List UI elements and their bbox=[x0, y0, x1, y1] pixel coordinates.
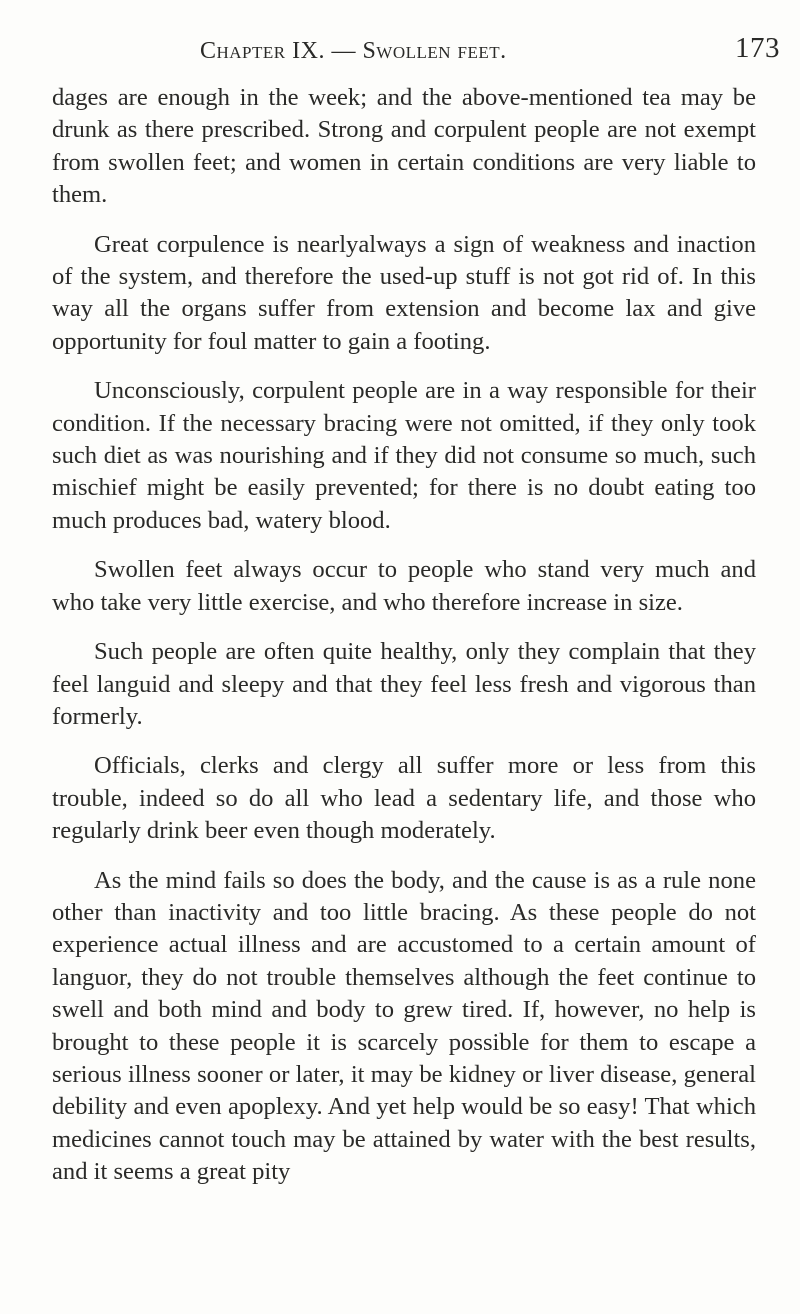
page-number: 173 bbox=[735, 32, 780, 64]
paragraph: Great corpulence is nearlyalways a sign of weakness and inaction of the system, and therefore the used-up stuff is not got rid of. In this way all the organs suffer from extension and become lax and give opportunity for foul matter to gain a footing. bbox=[52, 230, 756, 355]
paragraph: Unconsciously, corpulent people are in a way responsible for their condition. If the necessary bracing were not omitted, if they only took such diet as was nourishing and if they did not consume so much, such mischief might be easily prevented; for there is no doubt eating too much produces bad, watery blood. bbox=[52, 377, 756, 534]
running-header bbox=[200, 32, 780, 72]
chapter-title: Chapter IX. — Swollen feet. bbox=[200, 38, 507, 64]
paragraph: Such people are often quite healthy, only they complain that they feel languid and sleepy and that they feel less fresh and vigorous than formerly. bbox=[52, 638, 756, 730]
body-text bbox=[52, 82, 756, 1189]
paragraph: As the mind fails so does the body, and the cause is as a rule none other than inactivity and too little bracing. As these people do not experience actual illness and are accustomed to a certain amount of languor, they do not trouble themselves although the feet continue to swell and both mind and body to grew tired. If, however, no help is brought to these people it is scarcely possible for them to escape a serious illness sooner or later, it may be kidney or liver disease, general debility and even apoplexy. And yet help would be so easy! That which medicines cannot touch may be attained by water with the best results, and it seems a great pity bbox=[52, 866, 756, 1186]
paragraph-continued: dages are enough in the week; and the above-mentioned tea may be drunk as there prescribed. Strong and corpulent people are not exempt from swollen feet; and women in certain conditions are very liable to them. bbox=[52, 84, 756, 209]
paragraph: Officials, clerks and clergy all suffer more or less from this trouble, indeed so do all who lead a sedentary life, and those who regularly drink beer even though moderately. bbox=[52, 752, 756, 845]
paragraph: Swollen feet always occur to people who stand very much and who take very little exercise, and who therefore increase in size. bbox=[52, 556, 756, 616]
